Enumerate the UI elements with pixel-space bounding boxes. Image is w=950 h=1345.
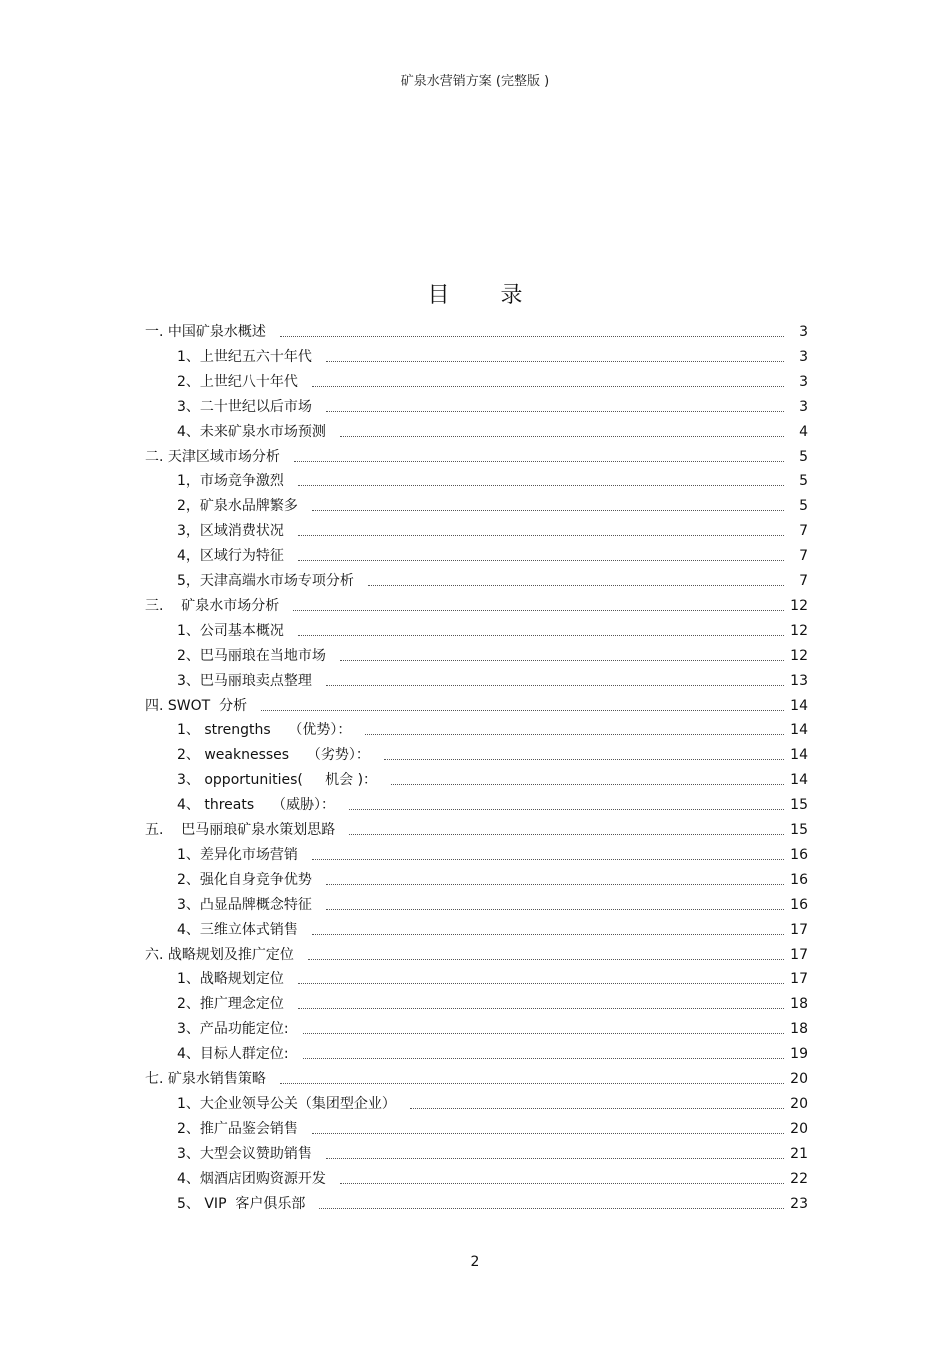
toc-entry-page: 5 [799,473,808,489]
toc-subsection-entry[interactable] [177,989,808,1013]
toc-subsection-entry[interactable] [177,1139,808,1163]
dot-leader [410,1108,784,1109]
toc-entry-label: 1，市场竞争激烈 [177,473,284,489]
toc-subsection-entry[interactable] [177,392,808,416]
toc-entry-page: 17 [790,922,808,938]
toc-subsection-entry[interactable] [177,491,808,515]
toc-section-entry[interactable] [145,591,808,615]
toc-entry-label: 3、巴马丽琅卖点整理 [177,673,312,689]
dot-leader [391,784,784,785]
toc-entry-page: 16 [790,847,808,863]
toc-entry-page: 3 [799,349,808,365]
toc-entry-page: 4 [799,424,808,440]
toc-entry-page: 12 [790,623,808,639]
dot-leader [312,386,784,387]
toc-entry-label: 3、大型会议赞助销售 [177,1146,312,1162]
toc-subsection-entry[interactable] [177,342,808,366]
toc-entry-page: 16 [790,897,808,913]
dot-leader [340,436,784,437]
toc-entry-label: 1、差异化市场营销 [177,847,298,863]
toc-entry-label: 一. 中国矿泉水概述 [145,324,266,340]
toc-entry-page: 16 [790,872,808,888]
dot-leader [326,361,784,362]
toc-subsection-entry[interactable] [177,1089,808,1113]
toc-entry-page: 14 [790,698,808,714]
toc-entry-page: 14 [790,772,808,788]
dot-leader [312,510,784,511]
toc-entry-page: 7 [799,548,808,564]
toc-subsection-entry[interactable] [177,666,808,690]
toc-entry-label: 1、战略规划定位 [177,971,284,987]
dot-leader [298,535,784,536]
dot-leader [365,734,784,735]
toc-entry-label: 2、推广品鉴会销售 [177,1121,298,1137]
dot-leader [340,1183,784,1184]
toc-entry-label: 六. 战略规划及推广定位 [145,947,294,963]
toc-entry-label: 3，区域消费状况 [177,523,284,539]
toc-entry-page: 20 [790,1071,808,1087]
running-header: 矿泉水营销方案 (完整版 ) [400,74,550,89]
toc-entry-label: 2、上世纪八十年代 [177,374,298,390]
toc-entry-page: 15 [790,822,808,838]
toc-section-entry[interactable] [145,815,808,839]
toc-entry-page: 23 [790,1196,808,1212]
toc-entry-label: 4、三维立体式销售 [177,922,298,938]
toc-entry-label: 1、 strengths （优势）： [177,722,352,738]
dot-leader [312,859,784,860]
toc-entry-label: 3、 opportunities( 机会 )： [177,772,378,788]
toc-entry-label: 2，矿泉水品牌繁多 [177,498,298,514]
toc-entry-page: 18 [790,996,808,1012]
toc-entry-label: 四. SWOT 分析 [145,698,248,714]
toc-entry-label: 4、烟酒店团购资源开发 [177,1171,326,1187]
dot-leader [312,1133,784,1134]
dot-leader [298,1008,784,1009]
dot-leader [368,585,784,586]
toc-subsection-entry[interactable] [177,641,808,665]
toc-subsection-entry[interactable] [177,740,808,764]
toc-subsection-entry[interactable] [177,915,808,939]
toc-subsection-entry[interactable] [177,890,808,914]
dot-leader [298,635,784,636]
toc-entry-page: 13 [790,673,808,689]
toc-entry-label: 5、 VIP 客户俱乐部 [177,1196,306,1212]
toc-section-entry[interactable] [145,1064,808,1088]
toc-subsection-entry[interactable] [177,417,808,441]
toc-subsection-entry[interactable] [177,840,808,864]
toc-entry-page: 7 [799,573,808,589]
toc-entry-label: 2、强化自身竞争优势 [177,872,312,888]
toc-entry-label: 1、公司基本概况 [177,623,284,639]
dot-leader [349,809,784,810]
dot-leader [298,983,784,984]
toc-entry-page: 7 [799,523,808,539]
toc-entry-label: 3、二十世纪以后市场 [177,399,312,415]
toc-subsection-entry[interactable] [177,516,808,540]
dot-leader [303,1058,784,1059]
dot-leader [303,1033,784,1034]
dot-leader [384,759,784,760]
dot-leader [308,959,784,960]
toc-subsection-entry[interactable] [177,466,808,490]
toc-entry-page: 18 [790,1021,808,1037]
dot-leader [312,934,784,935]
toc-entry-page: 15 [790,797,808,813]
toc-subsection-entry[interactable] [177,1039,808,1063]
toc-section-entry[interactable] [145,940,808,964]
dot-leader [298,485,784,486]
toc-subsection-entry[interactable] [177,541,808,565]
dot-leader [326,909,784,910]
toc-subsection-entry[interactable] [177,367,808,391]
toc-entry-page: 3 [799,324,808,340]
toc-entry-label: 2、推广理念定位 [177,996,284,1012]
toc-subsection-entry[interactable] [177,616,808,640]
toc-entry-label: 4、未来矿泉水市场预测 [177,424,326,440]
toc-section-entry[interactable] [145,317,808,341]
toc-subsection-entry[interactable] [177,964,808,988]
toc-subsection-entry[interactable] [177,790,808,814]
dot-leader [280,1083,784,1084]
toc-subsection-entry[interactable] [177,865,808,889]
toc-entry-page: 19 [790,1046,808,1062]
dot-leader [326,685,784,686]
toc-entry-label: 1、上世纪五六十年代 [177,349,312,365]
toc-entry-page: 12 [790,648,808,664]
toc-entry-label: 4、 threats （威胁）： [177,797,335,813]
toc-entry-page: 22 [790,1171,808,1187]
page-number: 2 [470,1254,480,1270]
toc-entry-page: 21 [790,1146,808,1162]
dot-leader [319,1208,784,1209]
toc-entry-page: 14 [790,747,808,763]
toc-entry-page: 5 [799,498,808,514]
toc-entry-label: 5，天津高端水市场专项分析 [177,573,354,589]
dot-leader [340,660,784,661]
toc-entry-page: 14 [790,722,808,738]
dot-leader [294,461,784,462]
toc-section-entry[interactable] [145,442,808,466]
toc-subsection-entry[interactable] [177,1114,808,1138]
toc-entry-page: 20 [790,1096,808,1112]
toc-entry-page: 20 [790,1121,808,1137]
toc-entry-page: 3 [799,399,808,415]
toc-entry-label: 2、巴马丽琅在当地市场 [177,648,326,664]
toc-entry-label: 五. 巴马丽琅矿泉水策划思路 [145,822,336,838]
toc-entry-label: 3、凸显品牌概念特征 [177,897,312,913]
toc-section-entry[interactable] [145,691,808,715]
dot-leader [298,560,784,561]
toc-subsection-entry[interactable] [177,765,808,789]
toc-entry-label: 二. 天津区域市场分析 [145,449,280,465]
dot-leader [349,834,784,835]
toc-entry-page: 17 [790,947,808,963]
dot-leader [326,1158,784,1159]
dot-leader [293,610,784,611]
dot-leader [326,411,784,412]
toc-subsection-entry[interactable] [177,1164,808,1188]
toc-entry-page: 3 [799,374,808,390]
toc-entry-label: 3、产品功能定位: [177,1021,289,1037]
toc-entry-label: 4，区域行为特征 [177,548,284,564]
toc-title: 目 录 [427,283,545,308]
dot-leader [280,336,784,337]
toc-entry-page: 5 [799,449,808,465]
toc-entry-page: 17 [790,971,808,987]
toc-entry-label: 1、大企业领导公关（集团型企业） [177,1096,396,1112]
toc-entry-label: 2、 weaknesses （劣势）： [177,747,370,763]
toc-subsection-entry[interactable] [177,715,808,739]
dot-leader [261,710,784,711]
toc-entry-label: 4、目标人群定位: [177,1046,289,1062]
toc-entry-label: 三. 矿泉水市场分析 [145,598,280,614]
toc-entry-page: 12 [790,598,808,614]
toc-subsection-entry[interactable] [177,566,808,590]
toc-subsection-entry[interactable] [177,1014,808,1038]
dot-leader [326,884,784,885]
toc-subsection-entry[interactable] [177,1189,808,1213]
toc-entry-label: 七. 矿泉水销售策略 [145,1071,266,1087]
